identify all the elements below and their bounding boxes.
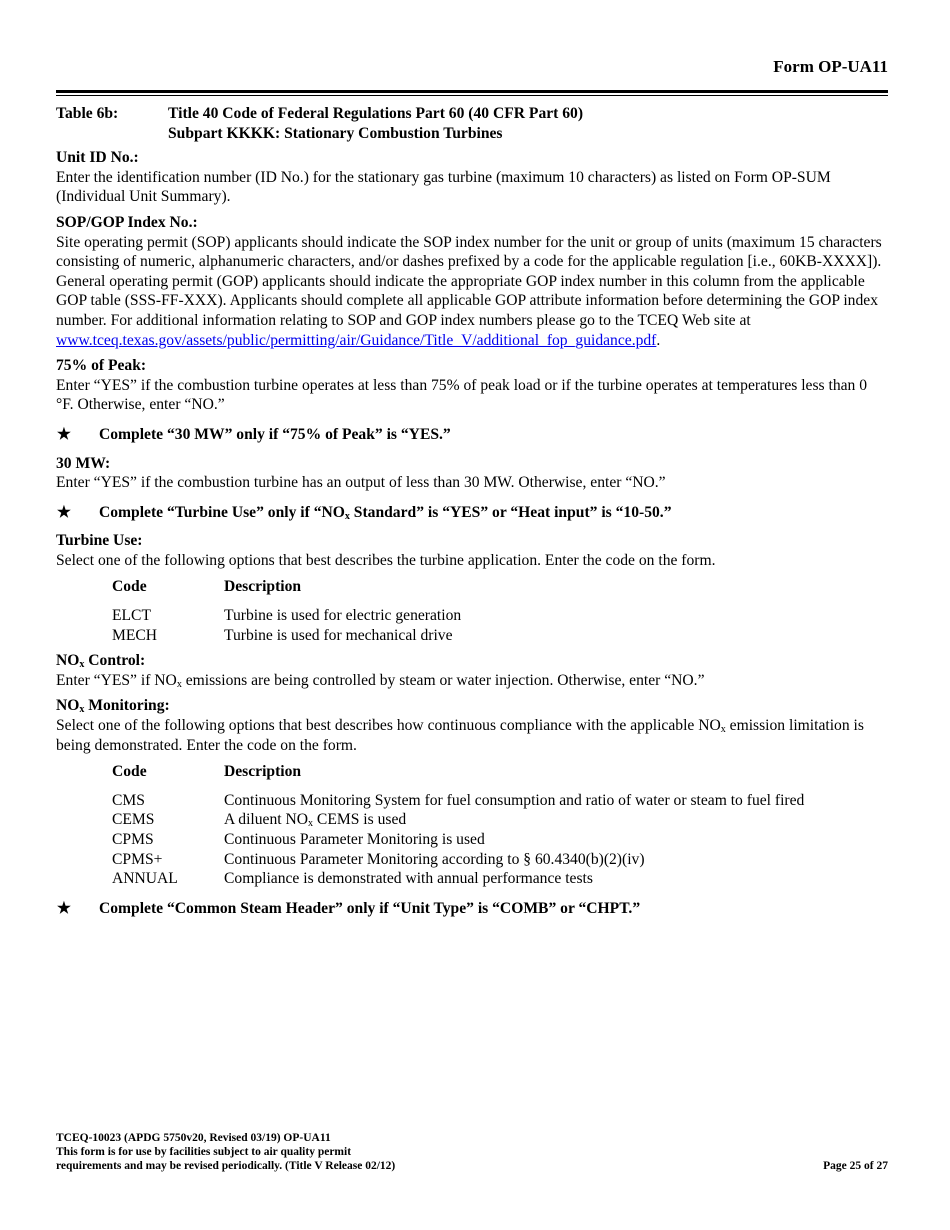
instruction-turbine-use-text bbox=[99, 503, 672, 523]
turbine-use-section bbox=[56, 531, 888, 645]
turbine-use-code-table bbox=[112, 577, 888, 645]
nox-control-text-pre: Enter “YES” if NO bbox=[56, 671, 177, 689]
nox-control-text-sub: x bbox=[176, 678, 182, 690]
description-column-header: Description bbox=[224, 578, 302, 596]
nox-monitoring-text-sub: x bbox=[720, 724, 726, 736]
form-id: Form OP-UA11 bbox=[773, 57, 888, 76]
unit-id-section bbox=[56, 148, 888, 207]
nox-monitoring-text-post: emission limitation is being demonstrated. Enter the code on the form. bbox=[56, 717, 864, 754]
mw30-text: Enter “YES” if the combustion turbine has an output of less than 30 MW. Otherwise, enter “NO.” bbox=[56, 474, 666, 492]
instruction-common-steam-header bbox=[56, 899, 888, 919]
code-description-sub: x bbox=[308, 818, 314, 830]
table-title bbox=[56, 104, 888, 143]
nox-monitoring-text-pre: Select one of the following options that best describes how continuous compliance with the applicable NO bbox=[56, 717, 721, 735]
mw30-section bbox=[56, 454, 888, 493]
code-description: Turbine is used for mechanical drive bbox=[224, 626, 453, 644]
footer-line3: requirements and may be revised periodically. (Title V Release 02/12) bbox=[56, 1160, 396, 1173]
nox-monitoring-heading-pre: NO bbox=[56, 697, 80, 715]
instruction-common-steam-header-text: Complete “Common Steam Header” only if “Unit Type” is “COMB” or “CHPT.” bbox=[99, 899, 641, 917]
star-icon: ★ bbox=[57, 425, 71, 443]
table-title-line2: Subpart KKKK: Stationary Combustion Turbines bbox=[168, 124, 503, 142]
nox-control-heading-post: Control: bbox=[84, 652, 146, 670]
code-column-header: Code bbox=[112, 578, 147, 596]
sop-gop-body: Site operating permit (SOP) applicants should indicate the SOP index number for the unit or group of units (maximum 15 characters consisting of numeric, alphanumeric characters, and/or dashes prefixed by a code for the applicable regulation [i.e., 60KB-XXXX]). General operating permit (GOP) applicants should indicate the appropriate GOP index number in this column from the applicable GOP table (SSS-FF-XXX). Applicants should complete all applicable GOP attribute information before determining the GOP index number. For additional information relating to SOP and GOP index numbers please go to the TCEQ Web site at bbox=[56, 233, 882, 329]
description-column-header: Description bbox=[224, 763, 302, 781]
instruction-turbine-use-pre: Complete “Turbine Use” only if “NO bbox=[99, 503, 345, 521]
code-value: CPMS bbox=[112, 831, 154, 848]
code-description: Compliance is demonstrated with annual performance tests bbox=[224, 870, 593, 888]
header-rule-thick bbox=[56, 90, 888, 93]
code-table-header bbox=[112, 762, 888, 782]
sop-gop-text bbox=[56, 233, 888, 351]
peak75-text: Enter “YES” if the combustion turbine operates at less than 75% of peak load or if the turbine operates at temperatures less than 0 °F. Otherwise, enter “NO.” bbox=[56, 376, 868, 414]
code-table-header bbox=[112, 577, 888, 597]
code-description-pre: A diluent NO bbox=[224, 811, 309, 829]
sop-gop-period: . bbox=[656, 331, 661, 349]
content bbox=[56, 104, 888, 927]
code-description: Turbine is used for electric generation bbox=[224, 607, 462, 625]
code-column-header: Code bbox=[112, 763, 147, 781]
instruction-turbine-use-sub: x bbox=[344, 510, 350, 522]
nox-control-section bbox=[56, 651, 888, 690]
star-icon: ★ bbox=[57, 899, 71, 917]
code-row bbox=[112, 810, 888, 830]
code-description-post: CEMS is used bbox=[313, 811, 407, 829]
tceq-guidance-link[interactable]: www.tceq.texas.gov/assets/public/permitting/air/Guidance/Title_V/additional_fop_guidance.pdf bbox=[56, 331, 657, 349]
code-row bbox=[112, 791, 888, 811]
peak75-section bbox=[56, 356, 888, 415]
code-description: Continuous Parameter Monitoring is used bbox=[224, 831, 485, 848]
code-row bbox=[112, 830, 888, 850]
code-description: Continuous Parameter Monitoring according to § 60.4340(b)(2)(iv) bbox=[224, 850, 645, 868]
unit-id-heading: Unit ID No.: bbox=[56, 149, 139, 167]
code-row bbox=[112, 626, 888, 646]
nox-monitoring-heading-sub: x bbox=[79, 704, 85, 716]
sop-gop-heading: SOP/GOP Index No.: bbox=[56, 213, 198, 231]
star-icon: ★ bbox=[57, 503, 71, 521]
footer-form-info bbox=[56, 1131, 395, 1174]
instruction-30mw bbox=[56, 425, 888, 445]
nox-monitoring-heading-post: Monitoring: bbox=[84, 697, 170, 715]
code-row bbox=[112, 869, 888, 889]
nox-control-text-post: emissions are being controlled by steam or water injection. Otherwise, enter “NO.” bbox=[181, 671, 705, 689]
instruction-30mw-text: Complete “30 MW” only if “75% of Peak” is “YES.” bbox=[99, 425, 451, 443]
code-value: CMS bbox=[112, 791, 145, 809]
page-number: Page 25 of 27 bbox=[823, 1160, 888, 1172]
nox-monitoring-section bbox=[56, 696, 888, 888]
table-number: Table 6b: bbox=[56, 105, 119, 122]
code-value: ANNUAL bbox=[112, 870, 178, 888]
nox-monitoring-heading bbox=[56, 696, 888, 716]
peak75-heading: 75% of Peak: bbox=[56, 357, 147, 375]
header-rule-thin bbox=[56, 95, 888, 96]
nox-control-text bbox=[56, 671, 888, 691]
nox-monitoring-code-table bbox=[112, 762, 888, 889]
turbine-use-text: Select one of the following options that best describes the turbine application. Enter the code on the form. bbox=[56, 551, 716, 569]
code-row bbox=[112, 850, 888, 870]
table-title-text bbox=[168, 104, 583, 143]
mw30-heading: 30 MW: bbox=[56, 454, 111, 472]
code-value: CEMS bbox=[112, 811, 155, 829]
code-value: CPMS+ bbox=[112, 850, 163, 868]
unit-id-text: Enter the identification number (ID No.) for the stationary gas turbine (maximum 10 characters) as listed on Form OP-SUM (Individual Unit Summary). bbox=[56, 168, 831, 206]
instruction-turbine-use-post: Standard” is “YES” or “Heat input” is “10-50.” bbox=[349, 503, 672, 521]
nox-monitoring-text bbox=[56, 716, 888, 755]
footer-line1: TCEQ-10023 (APDG 5750v20, Revised 03/19) OP-UA11 bbox=[56, 1132, 331, 1144]
turbine-use-heading: Turbine Use: bbox=[56, 532, 143, 550]
code-value: ELCT bbox=[112, 607, 151, 625]
code-description: Continuous Monitoring System for fuel consumption and ratio of water or steam to fuel fired bbox=[224, 791, 805, 809]
footer-line2: This form is for use by facilities subject to air quality permit bbox=[56, 1146, 352, 1159]
code-value: MECH bbox=[112, 626, 158, 644]
nox-control-heading-sub: x bbox=[79, 659, 85, 671]
code-description bbox=[224, 810, 406, 830]
nox-control-heading bbox=[56, 651, 888, 671]
sop-gop-section bbox=[56, 213, 888, 350]
nox-control-heading-pre: NO bbox=[56, 652, 80, 670]
page bbox=[56, 0, 888, 1230]
table-title-line1: Title 40 Code of Federal Regulations Part 60 (40 CFR Part 60) bbox=[168, 105, 584, 122]
instruction-turbine-use bbox=[56, 503, 888, 523]
code-row bbox=[112, 606, 888, 626]
